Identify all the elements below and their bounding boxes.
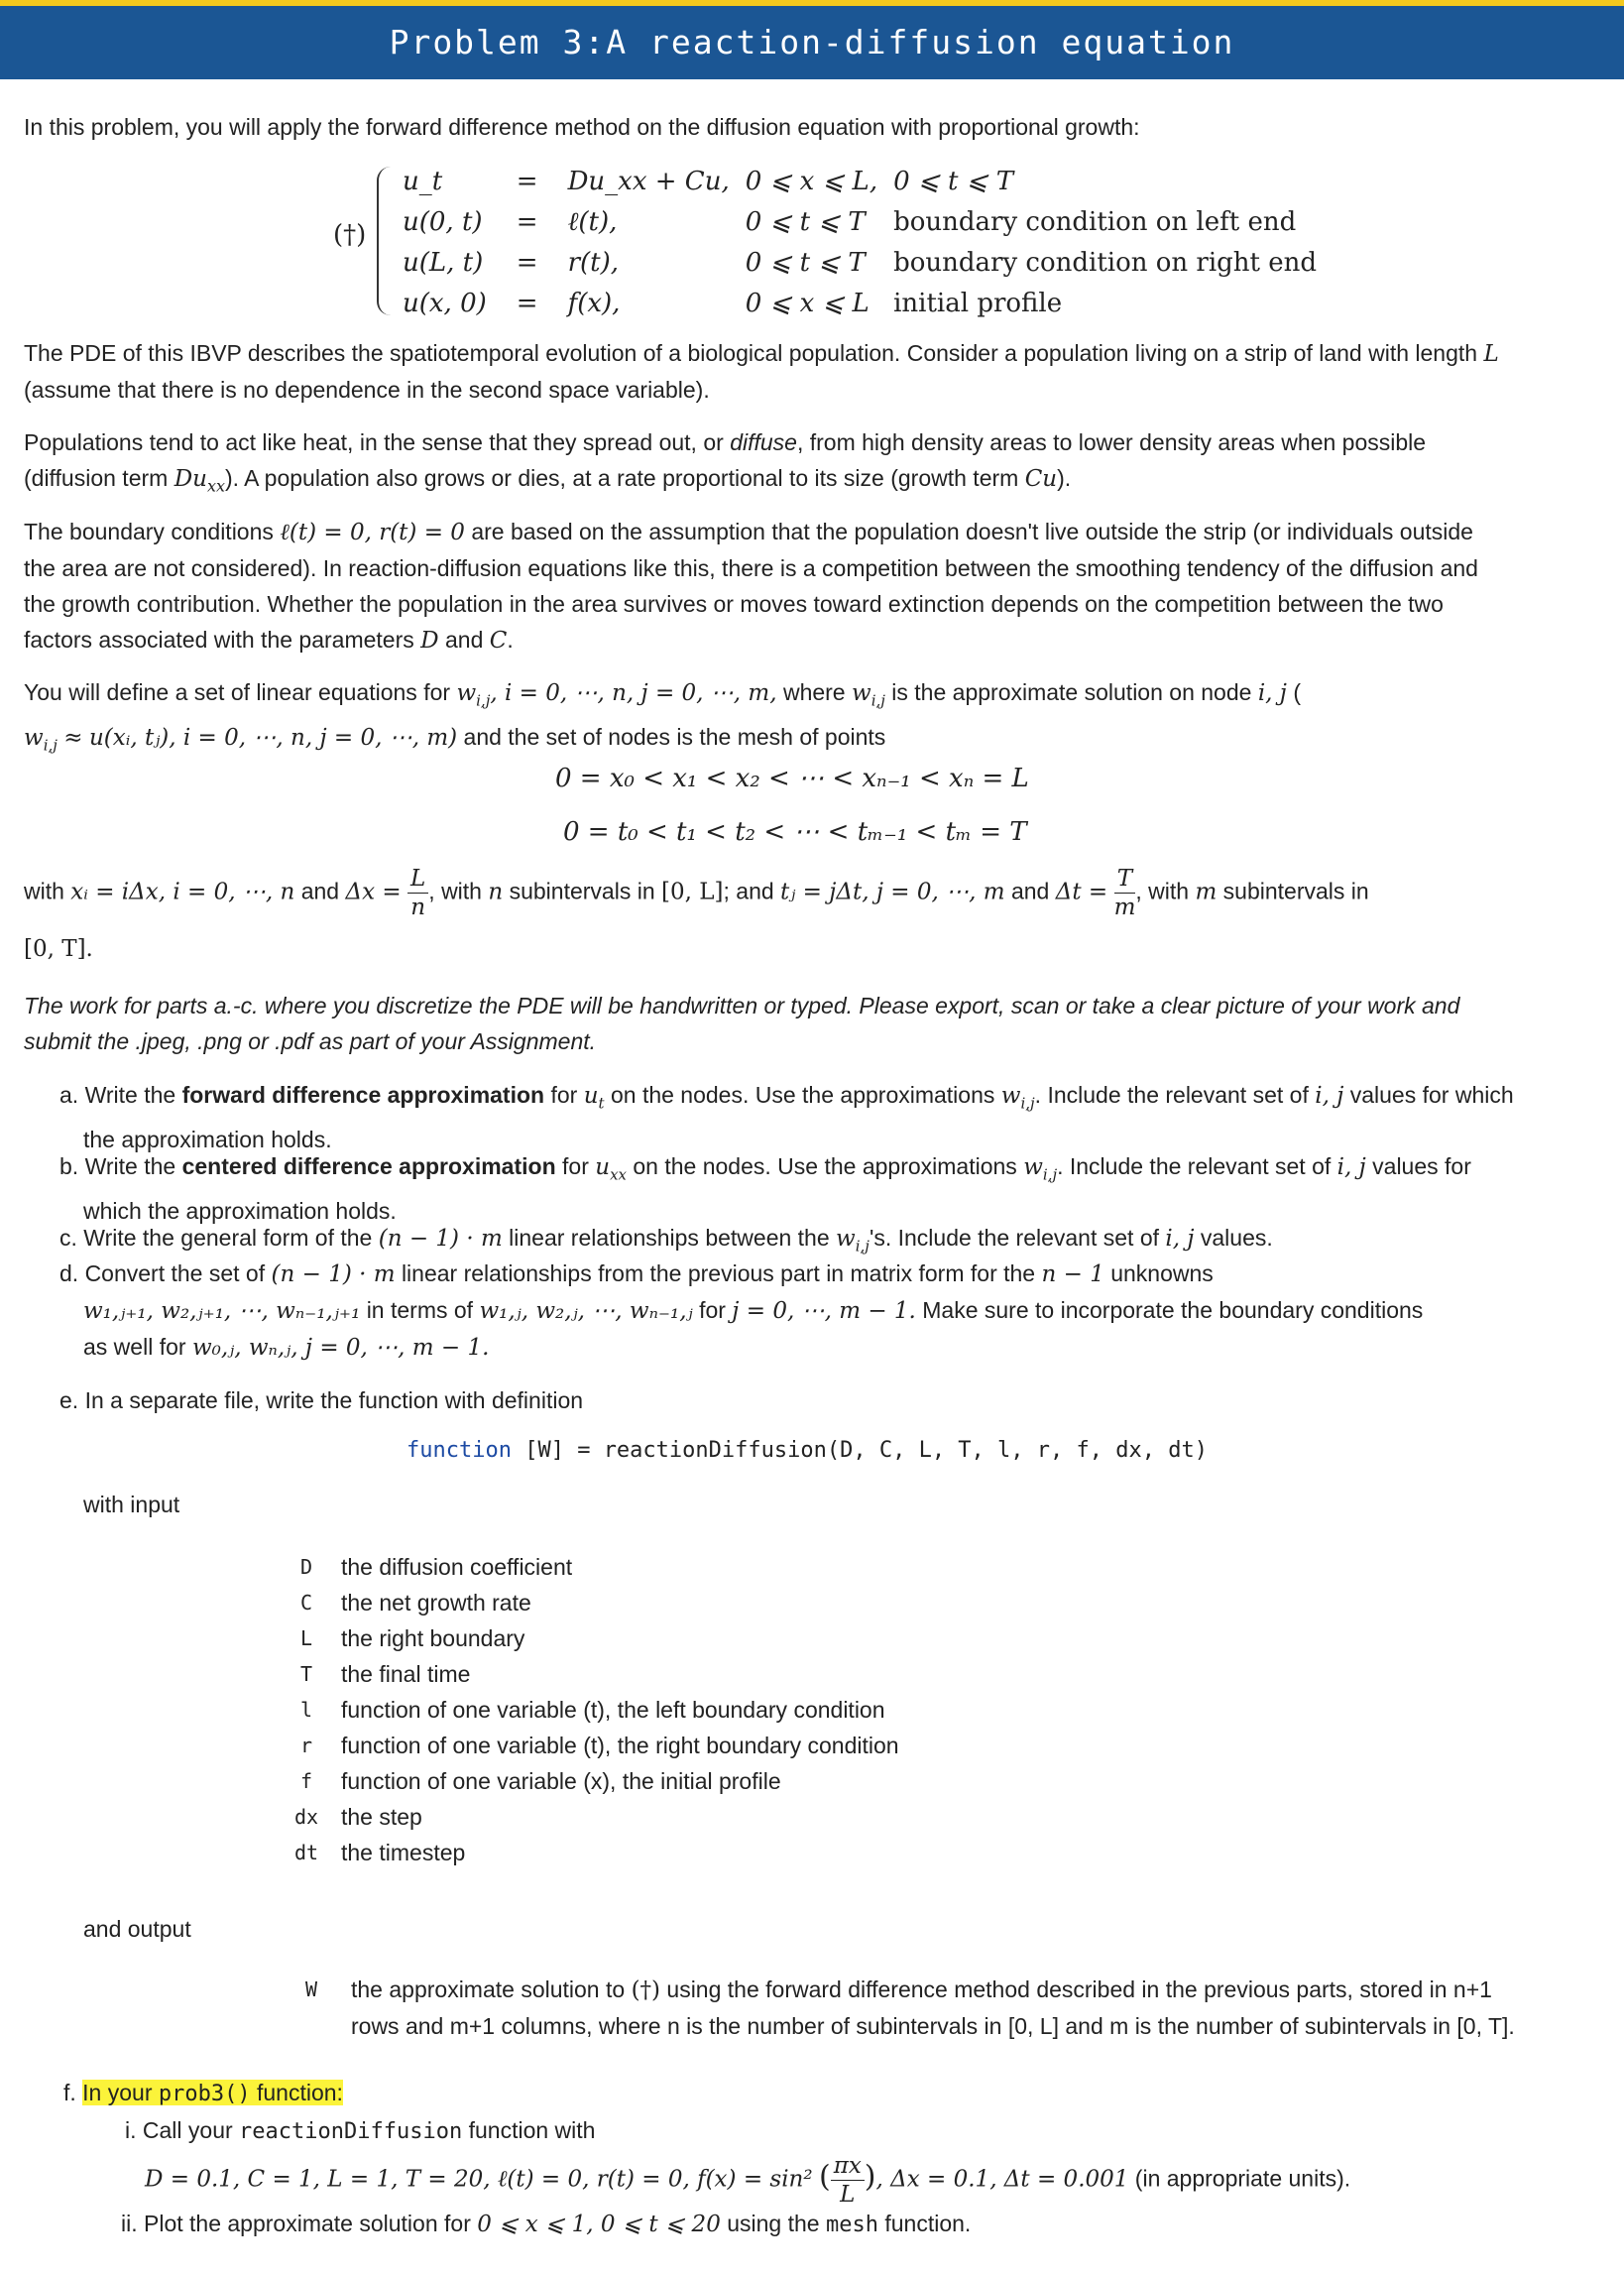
and-output-label: and output: [83, 1916, 191, 1942]
paragraph-diffusion: Populations tend to act like heat, in the sense that they spread out, or diffuse, from high density areas to lower density areas when possible (diffusion term $Du_{xx}$). A population also grows or dies, at a rate proportional to its size (growth term Cu).: [24, 429, 1427, 496]
system-domain: 0 ⩽ t ⩽ T: [745, 247, 866, 278]
function-definition: function [W] = reactionDiffusion(D, C, L, T, l, r, f, dx, dt): [406, 1438, 1208, 1463]
fraction-T-over-m: $\frac{T}{m}$: [1113, 866, 1136, 920]
part-d: d. Convert the set of (n − 1) · m linear relationships from the previous part in matrix form for the n − 1 unknowns w₁,ⱼ₊₁, w₂,ⱼ₊₁, ⋯, wₙ₋₁,ⱼ₊₁ in terms of w₁,ⱼ, w₂,ⱼ, ⋯, wₙ₋₁,ⱼ for j = 0, ⋯, m − 1. Make sure to incorporate the boundary conditions as well for w₀,ⱼ, wₙ,ⱼ, j = 0, ⋯, m − 1.: [59, 1260, 1424, 1361]
with-input-label: with input: [83, 1492, 180, 1517]
system-rhs: ℓ(t),: [567, 206, 618, 237]
system-domain: 0 ⩽ t ⩽ T: [745, 206, 866, 237]
input-params-table: [278, 1549, 899, 1870]
part-f-ii: ii. Plot the approximate solution for 0 ⩽ x ⩽ 1, 0 ⩽ t ⩽ 20 using the mesh function.: [121, 2211, 972, 2237]
system-rhs: r(t),: [567, 247, 620, 278]
part-e: e. In a separate file, write the function with definition: [59, 1387, 584, 1413]
part-c: c. Write the general form of the (n − 1) · m linear relationships between the $w_{i,j}'s$. Include the relevant set of i, j values.: [59, 1225, 1273, 1256]
system-lhs: u(L, t): [403, 247, 484, 278]
system-lhs: u(0, t): [403, 206, 483, 237]
ibvp-system: [395, 161, 1325, 323]
param-row: D the diffusion coefficient: [299, 1553, 573, 1580]
output-description: the approximate solution to (†) using the forward difference method described in the previous parts, stored in n+1 rows and m+1 columns, where n is the number of subintervals in [0, L] and m is the number of subintervals in [0, T].: [351, 1976, 1515, 2039]
system-rhs: f(x),: [567, 288, 621, 318]
param-row: T the final time: [299, 1660, 471, 1687]
param-row: dt the timestep: [293, 1839, 466, 1865]
system-eq: =: [516, 206, 538, 237]
part-a: a. Write the forward difference approximation for $u_t$ on the nodes. Use the approximations $w_{i,j}$. Include the relevant set of i, j values for which the approximation holds.: [59, 1082, 1514, 1152]
paragraph-linear-equations: You will define a set of linear equations for $w_{i,j}$, i = 0, ⋯, n, j = 0, ⋯, m, where $w_{i,j}$ is the approximate solution on node i, j ( $w_{i,j}$ ≈ u(xᵢ, tⱼ), i = 0, ⋯, n, j = 0, ⋯, m) and the set of nodes is the mesh of points: [24, 679, 1301, 755]
paragraph-step-sizes: with xᵢ = iΔx, i = 0, ⋯, n and Δx = $\frac{L}{n}$ , with n subintervals in [0, L]; and tⱼ = jΔt, j = 0, ⋯, m and Δt = $\frac{T}{m}$ , with m subintervals in: [24, 866, 1369, 920]
system-eq: =: [516, 288, 538, 318]
param-row: f function of one variable (x), the initial profile: [299, 1767, 781, 1794]
part-b: b. Write the centered difference approximation for $u_{xx}$ on the nodes. Use the approximations $w_{i,j}$. Include the relevant set of i, j values for which the approximation holds.: [59, 1153, 1471, 1224]
system-note: initial profile: [893, 288, 1063, 318]
system-row: [395, 161, 1325, 201]
system-eq: =: [516, 247, 538, 278]
param-row: L the right boundary: [299, 1624, 525, 1651]
paragraph-submission: The work for parts a.-c. where you discretize the PDE will be handwritten or typed. Please export, scan or take a clear picture of your work and submit the .jpeg, .png or .pdf as part of your Assignment.: [24, 993, 1460, 1054]
system-eq: =: [516, 166, 538, 196]
param-row: dx the step: [293, 1803, 422, 1830]
param-row: C the net growth rate: [299, 1589, 531, 1616]
system-note: boundary condition on right end: [893, 247, 1318, 278]
system-rhs: Du_xx + Cu,: [567, 166, 730, 196]
paragraph-population: The PDE of this IBVP describes the spatiotemporal evolution of a biological population. Consider a population living on a strip of land with length L (assume that there is no dependence in the second space variable).: [24, 340, 1499, 403]
system-lhs: u(x, 0): [403, 288, 487, 318]
system-domain: 0 ⩽ x ⩽ L: [745, 288, 870, 318]
paragraph-boundary: The boundary conditions ℓ(t) = 0, r(t) = 0 are based on the assumption that the population doesn't live outside the strip (or individuals outside the area are not considered). In reaction-diffusion equations like this, there is a competition between the smoothing tendency of the diffusion and the growth contribution. Whether the population in the area survives or moves toward extinction depends on the competition between the two factors associated with the parameters D and C.: [24, 519, 1478, 654]
system-row: [395, 201, 1325, 242]
output-param-name: W: [305, 1977, 318, 2001]
part-f-params: D = 0.1, C = 1, L = 1, T = 20, ℓ(t) = 0, r(t) = 0, f(x) = sin² ( $\frac{\pi x}{L}$ ), Δx = 0.1, Δt = 0.001 (in appropriate units).: [145, 2153, 1351, 2208]
param-row: l function of one variable (t), the left boundary condition: [299, 1696, 885, 1723]
system-label: (†): [333, 220, 367, 250]
interval-0-T: [0, T].: [24, 936, 93, 962]
fraction-pix-over-L: $\frac{\pi x}{L}$: [831, 2152, 865, 2209]
system-domain: 0 ⩽ x ⩽ L,: [745, 166, 878, 196]
system-note: 0 ⩽ t ⩽ T: [893, 166, 1014, 196]
system-brace: [377, 167, 397, 315]
part-f: f. In your prob3() function:: [63, 2080, 343, 2106]
system-lhs: u_t: [403, 166, 443, 196]
system-row: [395, 283, 1325, 323]
highlighted-instruction: In your prob3() function:: [82, 2080, 343, 2106]
param-row: r function of one variable (t), the right boundary condition: [299, 1732, 899, 1758]
system-note: boundary condition on left end: [893, 206, 1297, 237]
intro-text: In this problem, you will apply the forward difference method on the diffusion equation with proportional growth:: [24, 114, 1140, 140]
fraction-L-over-n: $\frac{L}{n}$: [407, 865, 428, 921]
part-f-i: i. Call your reactionDiffusion function with: [125, 2117, 596, 2144]
mesh-t: 0 = t₀ < t₁ < t₂ < ⋯ < tₘ₋₁ < tₘ = T: [563, 817, 1027, 847]
page-title: Problem 3:A reaction-diffusion equation: [0, 6, 1624, 79]
mesh-x: 0 = x₀ < x₁ < x₂ < ⋯ < xₙ₋₁ < xₙ = L: [555, 764, 1029, 793]
system-row: [395, 242, 1325, 283]
